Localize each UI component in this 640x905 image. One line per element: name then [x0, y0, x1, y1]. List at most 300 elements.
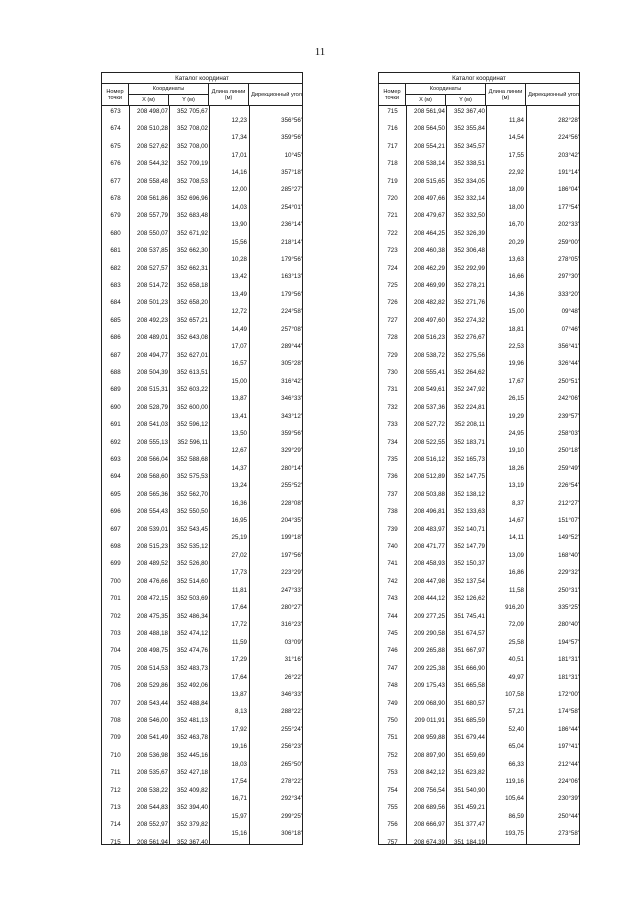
y-coordinate: 352 140,71	[454, 525, 485, 533]
x-coordinate: 208 476,66	[137, 577, 168, 585]
segment-row	[486, 568, 581, 577]
direction-angle: 280°14'	[281, 464, 302, 472]
y-coordinate: 352 596,12	[177, 421, 208, 429]
line-length: 40,51	[508, 656, 524, 664]
x-coordinate: 208 538,22	[137, 786, 168, 794]
y-coordinate: 352 486,34	[177, 612, 208, 620]
header-y: Y (м)	[169, 95, 209, 106]
header-y: Y (м)	[446, 95, 486, 106]
x-coordinate: 209 175,43	[414, 682, 445, 690]
segment-row	[209, 429, 304, 438]
y-coordinate: 352 657,21	[177, 316, 208, 324]
point-number: 715	[387, 108, 398, 115]
segment-row	[486, 725, 581, 734]
direction-angle: 239°57'	[558, 412, 579, 420]
segment-row	[209, 777, 304, 786]
x-coordinate: 208 561,94	[414, 108, 445, 115]
y-coordinate: 352 355,84	[454, 125, 485, 133]
point-number: 703	[110, 630, 121, 637]
direction-angle: 218°14'	[281, 238, 302, 246]
x-coordinate: 208 541,49	[137, 734, 168, 742]
header-x: X (м)	[406, 95, 446, 106]
y-coordinate: 352 379,82	[177, 821, 208, 829]
point-number: 685	[110, 316, 121, 324]
x-coordinate: 208 529,86	[137, 682, 168, 690]
y-coordinate: 352 133,63	[454, 508, 485, 516]
x-coordinate: 208 479,67	[414, 212, 445, 220]
y-coordinate: 351 666,90	[454, 664, 485, 672]
direction-angle: 31°16'	[284, 656, 302, 664]
line-length: 11,58	[508, 586, 524, 594]
point-number: 702	[110, 612, 121, 620]
point-number: 691	[110, 421, 121, 429]
y-coordinate: 352 481,13	[177, 717, 208, 724]
segment-row	[486, 394, 581, 403]
y-coordinate: 352 247,92	[454, 386, 485, 394]
y-coordinate: 352 603,22	[177, 386, 208, 394]
direction-angle: 179°56'	[281, 255, 302, 263]
point-number: 742	[387, 577, 398, 585]
y-coordinate: 352 326,39	[454, 229, 485, 237]
header-direction-angle: Дирекционный угол	[251, 91, 302, 98]
segment-row	[486, 707, 581, 716]
direction-angle: 230°39'	[558, 795, 579, 803]
x-coordinate: 208 447,98	[414, 577, 445, 585]
x-coordinate: 208 537,36	[414, 403, 445, 411]
line-length: 14,49	[231, 325, 247, 333]
direction-angle: 326°44'	[558, 360, 579, 368]
direction-angle: 224°56'	[558, 134, 579, 142]
x-coordinate: 208 492,23	[137, 316, 168, 324]
line-length: 916,20	[505, 603, 524, 611]
point-row	[379, 438, 486, 447]
point-row	[379, 733, 486, 742]
direction-angle: 280°40'	[558, 621, 579, 629]
y-coordinate: 352 662,31	[177, 264, 208, 272]
direction-angle: 10°45'	[284, 151, 302, 159]
point-row	[102, 194, 209, 203]
x-coordinate: 208 527,62	[137, 142, 168, 150]
line-length: 15,97	[231, 812, 247, 820]
line-length: 16,71	[231, 795, 247, 803]
segment-row	[486, 412, 581, 421]
y-coordinate: 352 474,76	[177, 647, 208, 655]
line-length: 13,09	[508, 551, 524, 559]
line-length: 14,67	[508, 516, 524, 524]
point-row	[102, 559, 209, 568]
direction-angle: 254°01'	[281, 203, 302, 211]
segment-row	[486, 742, 581, 751]
segment-row	[209, 638, 304, 647]
line-length: 8,37	[511, 499, 524, 507]
y-coordinate: 352 463,78	[177, 734, 208, 742]
point-row	[102, 281, 209, 290]
point-row	[379, 559, 486, 568]
y-coordinate: 352 276,67	[454, 334, 485, 342]
x-coordinate: 209 277,25	[414, 612, 445, 620]
point-row	[379, 316, 486, 325]
x-coordinate: 208 552,97	[137, 821, 168, 829]
x-coordinate: 208 544,83	[137, 804, 168, 811]
point-row	[102, 699, 209, 708]
line-length: 11,84	[508, 116, 524, 124]
y-coordinate: 352 709,19	[177, 160, 208, 168]
x-coordinate: 208 536,98	[137, 751, 168, 759]
point-number: 748	[387, 682, 398, 690]
point-row	[379, 385, 486, 394]
point-number: 687	[110, 351, 121, 359]
point-number: 714	[110, 821, 121, 829]
table-body	[102, 106, 302, 844]
line-length: 66,33	[508, 760, 524, 768]
x-coordinate: 208 482,82	[414, 299, 445, 307]
line-length: 12,23	[231, 116, 247, 124]
table-body	[379, 106, 579, 844]
segment-row	[486, 690, 581, 699]
point-number: 722	[387, 229, 398, 237]
direction-angle: 151°07'	[558, 516, 579, 524]
point-number: 731	[387, 386, 398, 394]
y-coordinate: 351 745,41	[454, 612, 485, 620]
x-coordinate: 208 514,72	[137, 282, 168, 289]
point-number: 690	[110, 403, 121, 411]
point-number: 692	[110, 438, 121, 446]
point-number: 746	[387, 647, 398, 655]
direction-angle: 194°57'	[558, 638, 579, 646]
line-length: 24,95	[508, 429, 524, 437]
segment-row	[486, 638, 581, 647]
direction-angle: 224°58'	[281, 308, 302, 316]
point-number: 697	[110, 525, 121, 533]
point-number: 712	[110, 786, 121, 794]
direction-angle: 09°48'	[561, 308, 579, 316]
x-coordinate: 208 504,39	[137, 369, 168, 376]
line-length: 16,57	[231, 360, 247, 368]
point-row	[379, 264, 486, 273]
point-number: 694	[110, 473, 121, 481]
direction-angle: 346°33'	[281, 690, 302, 698]
y-coordinate: 352 708,00	[177, 142, 208, 150]
x-coordinate: 208 444,12	[414, 595, 445, 603]
point-number: 736	[387, 473, 398, 481]
segment-row	[486, 551, 581, 560]
x-coordinate: 208 538,72	[414, 351, 445, 359]
line-length: 15,00	[508, 308, 524, 316]
point-number: 705	[110, 664, 121, 672]
segment-row	[209, 586, 304, 595]
y-coordinate: 352 274,32	[454, 316, 485, 324]
x-coordinate: 208 527,57	[137, 264, 168, 272]
x-coordinate: 208 555,41	[414, 369, 445, 376]
line-length: 17,64	[231, 673, 247, 681]
y-coordinate: 351 674,57	[454, 630, 485, 637]
x-coordinate: 209 011,91	[414, 717, 445, 724]
segment-row	[486, 359, 581, 368]
segment-row	[486, 238, 581, 247]
segment-row	[486, 342, 581, 351]
direction-angle: 297°30'	[558, 273, 579, 281]
y-coordinate: 351 667,97	[454, 647, 485, 655]
point-row	[379, 768, 486, 777]
point-number: 699	[110, 560, 121, 568]
segment-row	[486, 464, 581, 473]
direction-angle: 259°00'	[558, 238, 579, 246]
point-number: 717	[387, 142, 398, 150]
line-length: 17,34	[231, 134, 247, 142]
point-number: 752	[387, 751, 398, 759]
y-coordinate: 352 575,53	[177, 473, 208, 481]
line-length: 19,29	[508, 412, 524, 420]
x-coordinate: 208 897,90	[414, 751, 445, 759]
point-row	[379, 142, 486, 151]
point-row	[102, 577, 209, 586]
x-coordinate: 208 539,01	[137, 525, 168, 533]
x-coordinate: 208 756,54	[414, 786, 445, 794]
catalog-title: Каталог координат	[379, 73, 579, 84]
point-row	[379, 333, 486, 342]
segment-row	[486, 185, 581, 194]
segment-row	[486, 481, 581, 490]
point-number: 740	[387, 543, 398, 550]
line-length: 193,75	[505, 830, 524, 838]
direction-angle: 316°23'	[281, 621, 302, 629]
direction-angle: 278°22'	[281, 777, 302, 785]
point-row	[102, 229, 209, 238]
x-coordinate: 208 566,04	[137, 456, 168, 463]
line-length: 14,54	[508, 134, 524, 142]
segment-row	[486, 133, 581, 142]
point-row	[102, 646, 209, 655]
line-length: 14,11	[508, 534, 524, 542]
line-length: 57,21	[508, 708, 524, 716]
direction-angle: 329°29'	[281, 447, 302, 455]
segment-row	[486, 777, 581, 786]
x-coordinate: 208 535,67	[137, 769, 168, 777]
point-number: 745	[387, 630, 398, 637]
y-coordinate: 352 596,11	[177, 438, 208, 446]
point-row	[102, 786, 209, 795]
x-coordinate: 208 522,55	[414, 438, 445, 446]
line-length: 13,41	[231, 412, 247, 420]
point-number: 704	[110, 647, 121, 655]
segment-row	[209, 377, 304, 386]
point-row	[379, 177, 486, 186]
x-coordinate: 208 564,50	[414, 125, 445, 133]
point-number: 678	[110, 195, 121, 202]
direction-angle: 149°52'	[558, 534, 579, 542]
segment-row	[486, 812, 581, 821]
point-row	[102, 490, 209, 499]
line-length: 15,56	[231, 238, 247, 246]
y-coordinate: 352 427,18	[177, 769, 208, 777]
direction-angle: 181°31'	[558, 673, 579, 681]
point-number: 744	[387, 612, 398, 620]
x-coordinate: 208 503,88	[414, 490, 445, 498]
x-coordinate: 208 488,18	[137, 630, 168, 637]
point-row	[379, 211, 486, 220]
line-length: 18,00	[508, 203, 524, 211]
y-coordinate: 351 665,58	[454, 682, 485, 690]
y-coordinate: 352 627,01	[177, 351, 208, 359]
line-length: 20,29	[508, 238, 524, 246]
y-coordinate: 351 680,57	[454, 699, 485, 707]
x-coordinate: 209 290,58	[414, 630, 445, 637]
point-number: 686	[110, 334, 121, 342]
point-row	[379, 838, 486, 847]
y-coordinate: 352 514,60	[177, 577, 208, 585]
point-row	[379, 246, 486, 255]
point-number: 674	[110, 125, 121, 133]
line-length: 17,72	[231, 621, 247, 629]
point-number: 734	[387, 438, 398, 446]
line-length: 25,19	[231, 534, 247, 542]
point-number: 673	[110, 108, 121, 115]
x-coordinate: 208 842,12	[414, 769, 445, 777]
y-coordinate: 352 278,21	[454, 282, 485, 289]
segment-row	[486, 255, 581, 264]
point-number: 709	[110, 734, 121, 742]
point-row	[379, 351, 486, 360]
y-coordinate: 352 492,06	[177, 682, 208, 690]
line-length: 107,58	[505, 690, 524, 698]
y-coordinate: 352 334,05	[454, 177, 485, 185]
direction-angle: 172°00'	[558, 690, 579, 698]
point-row	[379, 646, 486, 655]
segment-row	[486, 794, 581, 803]
header-direction-angle: Дирекционный угол	[528, 91, 579, 98]
point-number: 684	[110, 299, 121, 307]
segment-row	[486, 655, 581, 664]
point-row	[102, 403, 209, 412]
point-number: 756	[387, 821, 398, 829]
direction-angle: 223°29'	[281, 569, 302, 577]
segment-row	[486, 116, 581, 125]
point-row	[102, 542, 209, 551]
segment-row	[486, 620, 581, 629]
page-number: 11	[314, 46, 326, 58]
y-coordinate: 351 659,69	[454, 751, 485, 759]
point-number: 676	[110, 160, 121, 168]
line-length: 22,92	[508, 168, 524, 176]
line-length: 119,16	[505, 777, 524, 785]
segment-row	[486, 829, 581, 838]
point-number: 693	[110, 456, 121, 463]
y-coordinate: 352 264,62	[454, 369, 485, 376]
point-number: 688	[110, 369, 121, 376]
y-coordinate: 352 671,92	[177, 229, 208, 237]
line-length: 17,73	[231, 569, 247, 577]
segment-row	[209, 307, 304, 316]
direction-angle: 212°27'	[558, 499, 579, 507]
point-row	[379, 124, 486, 133]
direction-angle: 356°56'	[281, 116, 302, 124]
x-coordinate: 208 497,66	[414, 195, 445, 202]
point-number: 718	[387, 160, 398, 168]
point-number: 689	[110, 386, 121, 394]
x-coordinate: 208 475,35	[137, 612, 168, 620]
direction-angle: 197°41'	[558, 743, 579, 751]
point-row	[379, 612, 486, 621]
header-line-length: Длина линии (м)	[486, 84, 526, 106]
direction-angle: 07°46'	[561, 325, 579, 333]
direction-angle: 26°22'	[284, 673, 302, 681]
x-coordinate: 208 501,23	[137, 299, 168, 307]
segment-row	[209, 185, 304, 194]
direction-angle: 199°18'	[281, 534, 302, 542]
point-number: 696	[110, 508, 121, 516]
table-header	[379, 84, 579, 106]
x-coordinate: 208 565,36	[137, 490, 168, 498]
segment-row	[209, 151, 304, 160]
x-coordinate: 208 959,88	[414, 734, 445, 742]
y-coordinate: 352 150,37	[454, 560, 485, 568]
point-row	[379, 194, 486, 203]
segment-row	[486, 603, 581, 612]
point-number: 743	[387, 595, 398, 603]
segment-row	[209, 620, 304, 629]
direction-angle: 285°27'	[281, 186, 302, 194]
point-row	[102, 629, 209, 638]
direction-angle: 333°20'	[558, 290, 579, 298]
segment-row	[209, 690, 304, 699]
direction-angle: 278°05'	[558, 255, 579, 263]
point-row	[379, 472, 486, 481]
point-number: 707	[110, 699, 121, 707]
direction-angle: 255°52'	[281, 482, 302, 490]
y-coordinate: 352 662,30	[177, 247, 208, 255]
direction-angle: 168°40'	[558, 551, 579, 559]
point-row	[102, 612, 209, 621]
line-length: 12,72	[231, 308, 247, 316]
x-coordinate: 208 494,77	[137, 351, 168, 359]
x-coordinate: 208 538,14	[414, 160, 445, 168]
segment-row	[209, 760, 304, 769]
direction-angle: 212°44'	[558, 760, 579, 768]
direction-angle: 226°54'	[558, 482, 579, 490]
point-number: 730	[387, 369, 398, 376]
point-row	[102, 420, 209, 429]
segment-row	[209, 133, 304, 142]
point-number: 735	[387, 456, 398, 463]
point-number: 675	[110, 142, 121, 150]
point-row	[379, 403, 486, 412]
point-number: 711	[110, 769, 121, 777]
point-row	[102, 333, 209, 342]
x-coordinate: 208 666,97	[414, 821, 445, 829]
x-coordinate: 208 515,65	[414, 177, 445, 185]
segment-row	[209, 794, 304, 803]
segment-row	[486, 673, 581, 682]
point-row	[379, 229, 486, 238]
line-length: 13,19	[508, 482, 524, 490]
line-length: 13,90	[231, 221, 247, 229]
y-coordinate: 352 550,50	[177, 508, 208, 516]
x-coordinate: 208 516,23	[414, 334, 445, 342]
segment-row	[209, 829, 304, 838]
segment-row	[209, 673, 304, 682]
segment-row	[486, 533, 581, 542]
line-length: 13,63	[508, 255, 524, 263]
y-coordinate: 352 445,16	[177, 751, 208, 759]
segment-row	[486, 151, 581, 160]
point-row	[102, 472, 209, 481]
point-row	[379, 281, 486, 290]
point-row	[102, 681, 209, 690]
x-coordinate: 208 557,79	[137, 212, 168, 220]
line-length: 17,01	[231, 151, 247, 159]
line-length: 12,67	[231, 447, 247, 455]
x-coordinate: 208 546,00	[137, 717, 168, 724]
